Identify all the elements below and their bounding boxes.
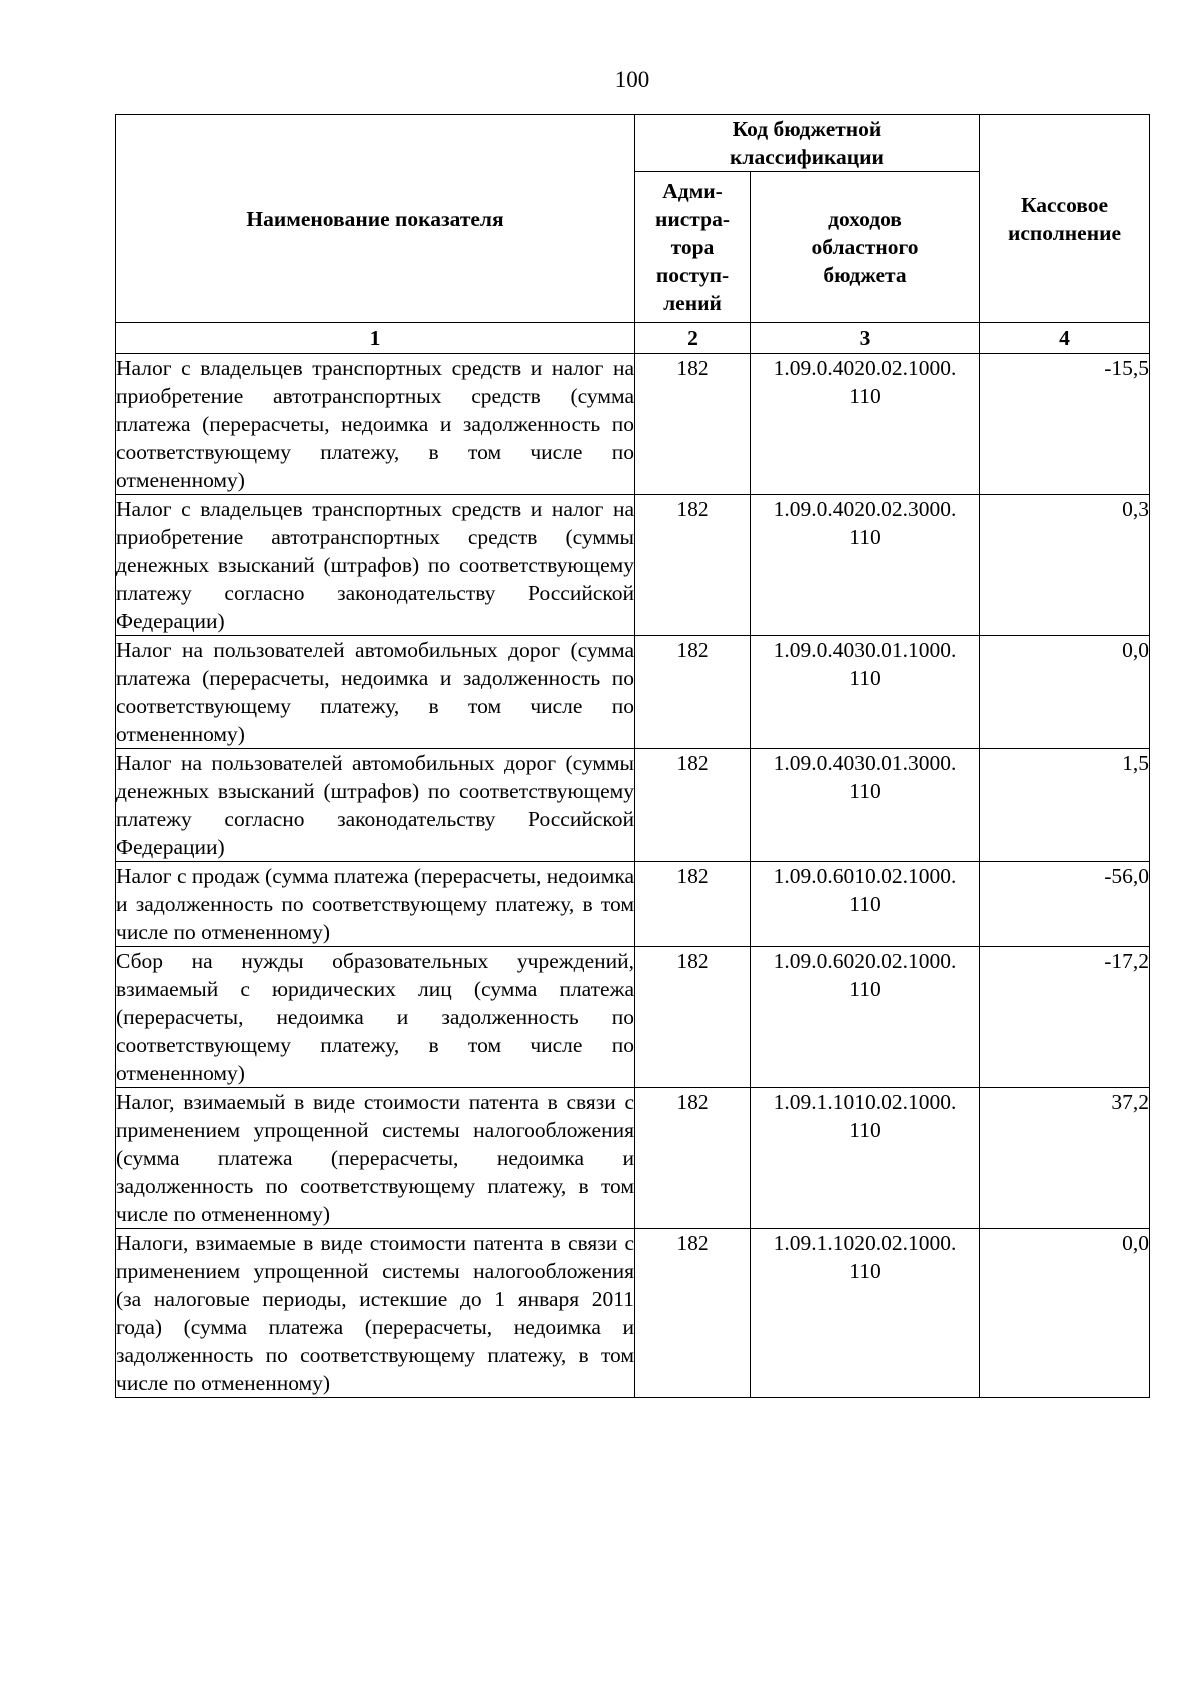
table-row xyxy=(116,354,1150,495)
row-income-code xyxy=(751,636,980,749)
header-column-numbers xyxy=(116,323,1150,354)
row-income-code-text: 1.09.0.6010.02.1000. 110 xyxy=(773,864,957,916)
row-income-code-text: 1.09.0.4020.02.3000. 110 xyxy=(773,497,957,549)
row-income-code-text: 1.09.0.4020.02.1000. 110 xyxy=(773,356,957,408)
row-indicator-name: Налог, взимаемый в виде стоимости патента в связи с применением упрощенной системы налогообложения (сумма платежа (перерасчеты, недоимка и задолженность по соответствующему платежу, в том числе по отмененному) xyxy=(116,1088,635,1229)
table-row xyxy=(116,1229,1150,1398)
page-number: 100 xyxy=(614,67,650,92)
budget-table xyxy=(115,114,1150,1398)
header-income-code xyxy=(751,172,980,323)
row-income-code xyxy=(751,749,980,862)
row-cash-execution: 0,0 xyxy=(980,636,1150,749)
row-income-code xyxy=(751,1088,980,1229)
header-budget-code-group xyxy=(635,115,980,172)
row-income-code xyxy=(751,354,980,495)
row-cash-execution: 0,0 xyxy=(980,1229,1150,1398)
header-administrator-label: Адми- нистра- тора поступ- лений xyxy=(654,179,730,315)
row-cash-execution: -15,5 xyxy=(980,354,1150,495)
row-income-code xyxy=(751,1229,980,1398)
row-income-code-text: 1.09.0.4030.01.1000. 110 xyxy=(773,638,957,690)
row-cash-execution: 0,3 xyxy=(980,495,1150,636)
row-administrator-code: 182 xyxy=(635,947,751,1088)
column-number-1: 1 xyxy=(116,323,635,354)
column-number-2: 2 xyxy=(635,323,751,354)
row-administrator-code: 182 xyxy=(635,862,751,947)
column-number-4: 4 xyxy=(980,323,1150,354)
row-income-code xyxy=(751,495,980,636)
row-administrator-code: 182 xyxy=(635,354,751,495)
header-cash-execution-label: Кассовое исполнение xyxy=(1007,192,1122,245)
row-administrator-code: 182 xyxy=(635,1088,751,1229)
row-income-code-text: 1.09.1.1020.02.1000. 110 xyxy=(773,1231,957,1283)
row-cash-execution: -56,0 xyxy=(980,862,1150,947)
row-indicator-name: Налог с продаж (сумма платежа (перерасчеты, недоимка и задолженность по соответствующему платежу, в том числе по отмененному) xyxy=(116,862,635,947)
row-administrator-code: 182 xyxy=(635,749,751,862)
table-row xyxy=(116,947,1150,1088)
row-indicator-name: Налоги, взимаемые в виде стоимости патента в связи с применением упрощенной системы налогообложения (за налоговые периоды, истекшие до 1 января 2011 года) (сумма платежа (перерасчеты, недоимка и задолженность по соответствующему платежу, в том числе по отмененному) xyxy=(116,1229,635,1398)
row-cash-execution: -17,2 xyxy=(980,947,1150,1088)
header-administrator xyxy=(635,172,751,323)
table-row xyxy=(116,636,1150,749)
row-administrator-code: 182 xyxy=(635,636,751,749)
header-indicator-name: Наименование показателя xyxy=(116,115,635,323)
row-income-code-text: 1.09.1.1010.02.1000. 110 xyxy=(773,1090,957,1142)
row-cash-execution: 37,2 xyxy=(980,1088,1150,1229)
table-row xyxy=(116,749,1150,862)
table-row xyxy=(116,862,1150,947)
table-row xyxy=(116,1088,1150,1229)
row-indicator-name: Налог с владельцев транспортных средств и налог на приобретение автотранспортных средств (сумма платежа (перерасчеты, недоимка и задолженность по соответствующему платежу, в том числе по отмененному) xyxy=(116,354,635,495)
row-indicator-name: Налог с владельцев транспортных средств и налог на приобретение автотранспортных средств (суммы денежных взысканий (штрафов) по соответствующему платежу согласно законодательству Российской Федерации) xyxy=(116,495,635,636)
header-row-top xyxy=(116,115,1150,172)
row-indicator-name: Сбор на нужды образовательных учреждений, взимаемый с юридических лиц (сумма платежа (перерасчеты, недоимка и задолженность по соответствующему платежу, в том числе по отмененному) xyxy=(116,947,635,1088)
header-income-code-label: доходов областного бюджета xyxy=(811,207,919,287)
row-administrator-code: 182 xyxy=(635,495,751,636)
row-income-code-text: 1.09.0.4030.01.3000. 110 xyxy=(773,751,957,803)
header-cash-execution xyxy=(980,115,1150,323)
row-income-code xyxy=(751,947,980,1088)
row-cash-execution: 1,5 xyxy=(980,749,1150,862)
table-row xyxy=(116,495,1150,636)
header-budget-code-group-label: Код бюджетной классификации xyxy=(730,117,884,169)
row-income-code xyxy=(751,862,980,947)
row-indicator-name: Налог на пользователей автомобильных дорог (сумма платежа (перерасчеты, недоимка и задолженность по соответствующему платежу, в том числе по отмененному) xyxy=(116,636,635,749)
row-indicator-name: Налог на пользователей автомобильных дорог (суммы денежных взысканий (штрафов) по соответствующему платежу согласно законодательству Российской Федерации) xyxy=(116,749,635,862)
row-administrator-code: 182 xyxy=(635,1229,751,1398)
column-number-3: 3 xyxy=(751,323,980,354)
row-income-code-text: 1.09.0.6020.02.1000. 110 xyxy=(773,949,957,1001)
